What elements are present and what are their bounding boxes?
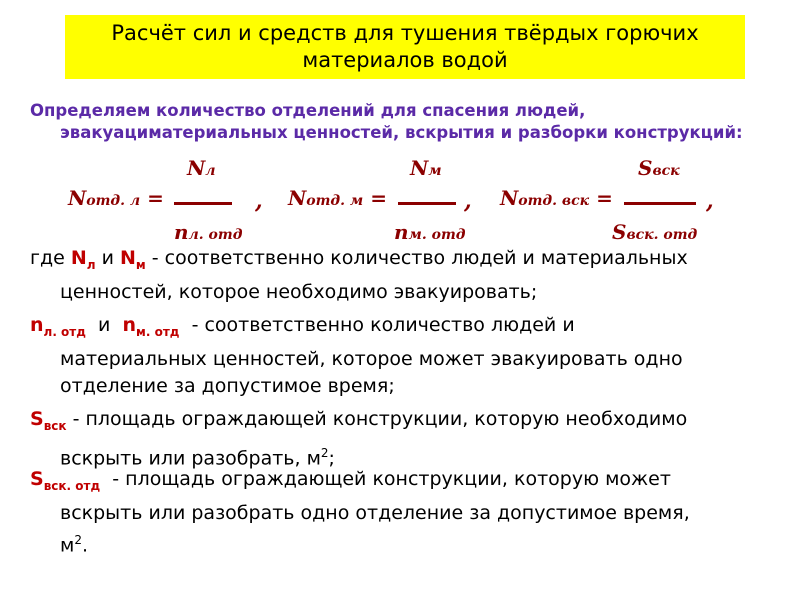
definition-1-line-2: ценностей, которое необходимо эвакуировать; bbox=[60, 280, 538, 303]
symbol-n-m-otd: $n_{м. отд}$ bbox=[122, 314, 180, 339]
formula-2-lhs: Nотд. м = bbox=[288, 186, 387, 210]
title-line-2: материалов водой bbox=[302, 48, 508, 72]
formula-3-separator: , bbox=[706, 188, 714, 214]
formula-3-lhs: Nотд. вск = bbox=[500, 186, 613, 210]
definition-2-line-1: $n_{л. отд}$ и $n_{м. отд}$ - соответственно количество людей и bbox=[30, 314, 575, 339]
symbol-n-m: $N_м$ bbox=[120, 247, 146, 272]
formula-1-denominator: nл. отд bbox=[174, 220, 243, 244]
formula-1-numerator: Nл bbox=[187, 156, 216, 180]
formulas bbox=[0, 150, 800, 250]
intro-line-1: Определяем количество отделений для спасения людей, bbox=[30, 101, 586, 120]
definition-4-line-1: $S_{вск. отд}$ - площадь ограждающей конструкции, которую может bbox=[30, 468, 671, 493]
definition-4-line-2: вскрыть или разобрать одно отделение за допустимое время, bbox=[60, 501, 690, 524]
definition-2-line-2: материальных ценностей, которое может эвакуировать одно bbox=[60, 347, 683, 370]
symbol-s-vsk: $S_{вск}$ bbox=[30, 408, 67, 433]
formula-2-denominator: nм. отд bbox=[394, 220, 466, 244]
formula-2-fraction-bar bbox=[398, 202, 456, 205]
formula-2-numerator: Nм bbox=[410, 156, 442, 180]
formula-2-separator: , bbox=[464, 188, 472, 214]
formula-1-separator: , bbox=[255, 188, 263, 214]
formula-3-fraction-bar bbox=[624, 202, 696, 205]
slide-title bbox=[65, 15, 745, 79]
intro-line-2: эвакуациматериальных ценностей, вскрытия и разборки конструкций: bbox=[60, 123, 743, 142]
symbol-n-l-otd: $n_{л. отд}$ bbox=[30, 314, 86, 339]
definition-3-line-1: $S_{вск}$ - площадь ограждающей конструкции, которую необходимо bbox=[30, 408, 688, 433]
definition-2-line-3: отделение за допустимое время; bbox=[60, 374, 395, 397]
intro-paragraph bbox=[30, 100, 770, 144]
formula-3-numerator: Sвск bbox=[638, 156, 680, 180]
definition-area-per-unit bbox=[30, 466, 775, 559]
formula-1-lhs: Nотд. л = bbox=[68, 186, 164, 210]
definition-3-line-2: вскрыть или разобрать, $м^2$; bbox=[60, 445, 335, 470]
definition-4-line-3: $м^2$. bbox=[60, 532, 89, 557]
definition-1-line-1: где $N_л$ и $N_м$ - соответственно количество людей и материальных bbox=[30, 247, 688, 272]
definition-area bbox=[30, 406, 775, 472]
formula-3-denominator: Sвск. отд bbox=[612, 220, 698, 244]
symbol-s-vsk-otd: $S_{вск. отд}$ bbox=[30, 468, 101, 493]
formula-1-fraction-bar bbox=[174, 202, 232, 205]
definition-counts bbox=[30, 245, 775, 306]
title-line-1: Расчёт сил и средств для тушения твёрдых горючих bbox=[111, 21, 699, 45]
definition-per-unit bbox=[30, 312, 775, 400]
symbol-n-l: $N_л$ bbox=[70, 247, 96, 272]
